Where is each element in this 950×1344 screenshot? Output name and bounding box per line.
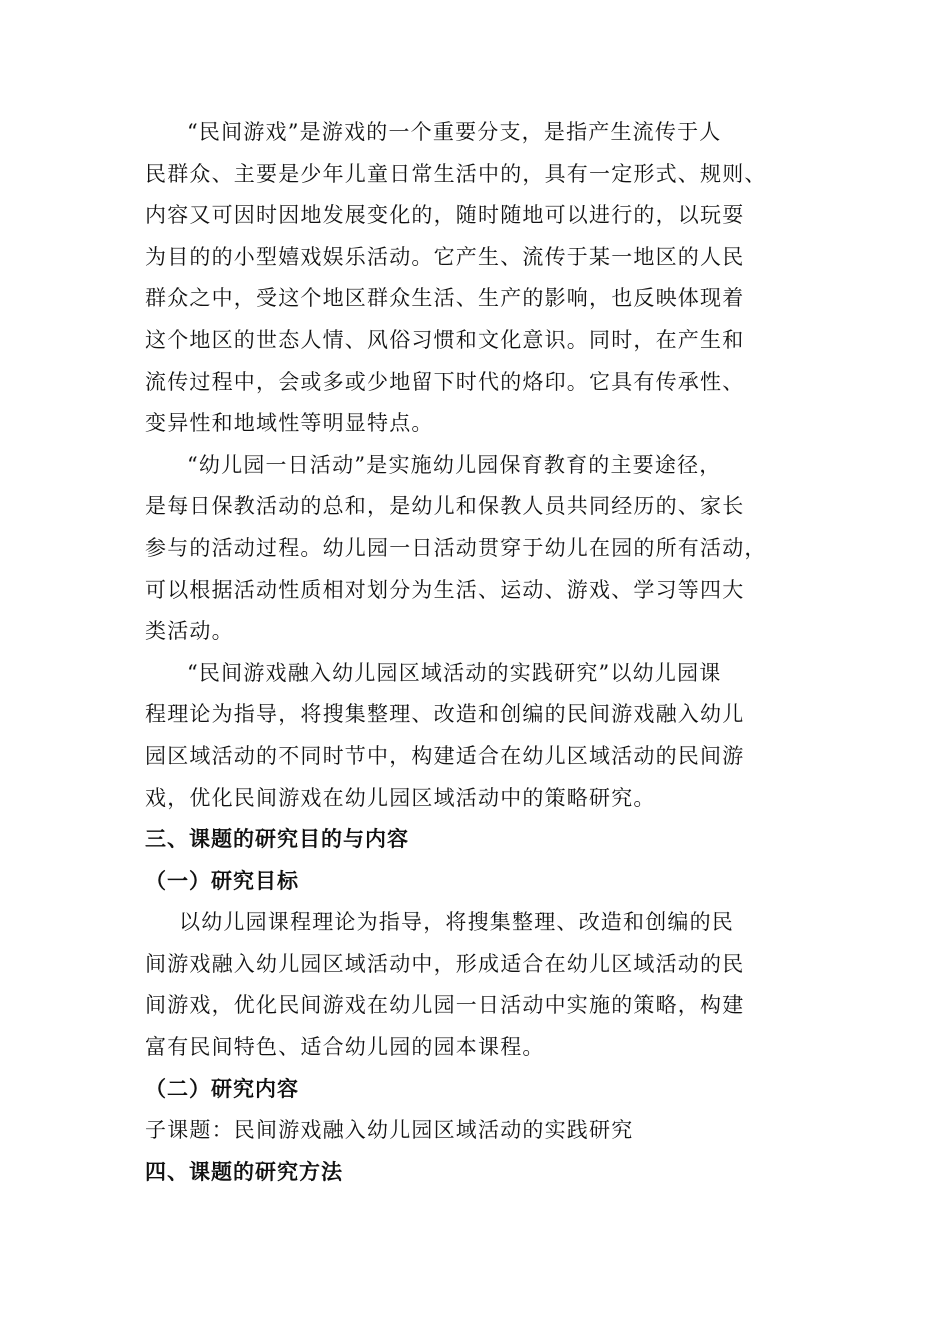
subtopic-line: 子课题：民间游戏融入幼儿园区域活动的实践研究 [145,1118,634,1143]
text-line: 群众之中，受这个地区群众生活、生产的影响，也反映体现着 [145,286,745,311]
subsection-heading-content: （二）研究内容 [145,1076,299,1101]
text-line: 以幼儿园课程理论为指导，将搜集整理、改造和创编的民 [179,910,734,935]
text-line: 内容又可因时因地发展变化的，随时随地可以进行的，以玩耍 [145,203,745,228]
text-line: “幼儿园一日活动”是实施幼儿园保育教育的主要途径， [187,452,722,477]
text-line: “民间游戏”是游戏的一个重要分支，是指产生流传于人 [187,120,722,144]
text-line: 这个地区的世态人情、风俗习惯和文化意识。同时，在产生和 [145,327,745,352]
paragraph-research-definition [145,653,805,819]
text-line: 戏，优化民间游戏在幼儿园区域活动中的策略研究。 [145,785,656,810]
paragraph-folk-games-definition [145,112,805,445]
subsection-heading-goals: （一）研究目标 [145,868,299,893]
section-heading-methods: 四、课题的研究方法 [145,1159,343,1184]
paragraph-research-goals [145,902,805,1068]
text-line: 富有民间特色、适合幼儿园的园本课程。 [145,1035,545,1060]
text-line: 类活动。 [145,619,234,644]
text-line: 间游戏，优化民间游戏在幼儿园一日活动中实施的策略，构建 [145,993,745,1018]
text-line: 间游戏融入幼儿园区域活动中，形成适合在幼儿区域活动的民 [145,951,745,976]
text-line: “民间游戏融入幼儿园区域活动的实践研究”以幼儿园课 [187,660,722,685]
document-body [145,112,805,1193]
text-line: 流传过程中，会或多或少地留下时代的烙印。它具有传承性、 [145,369,745,394]
text-line: 程理论为指导，将搜集整理、改造和创编的民间游戏融入幼儿 [145,702,745,727]
section-heading-purpose-content: 三、课题的研究目的与内容 [145,827,409,852]
paragraph-daily-activities-definition [145,445,805,653]
text-line: 园区域活动的不同时节中，构建适合在幼儿区域活动的民间游 [145,743,745,768]
text-line: 可以根据活动性质相对划分为生活、运动、游戏、学习等四大 [145,577,745,602]
text-line: 参与的活动过程。幼儿园一日活动贯穿于幼儿在园的所有活动， [145,535,767,560]
text-line: 民群众、主要是少年儿童日常生活中的，具有一定形式、规则、 [145,161,767,186]
text-line: 变异性和地域性等明显特点。 [145,411,434,436]
text-line: 为目的的小型嬉戏娱乐活动。它产生、流传于某一地区的人民 [145,244,745,269]
text-line: 是每日保教活动的总和，是幼儿和保教人员共同经历的、家长 [145,494,745,519]
